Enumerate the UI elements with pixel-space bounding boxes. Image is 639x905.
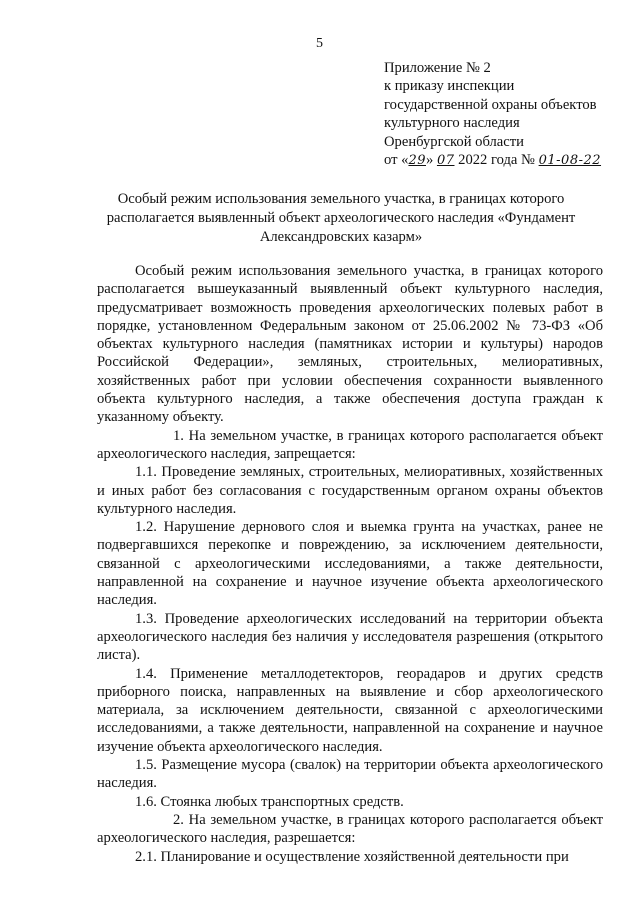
handwritten-month: 07 (436, 153, 455, 169)
item-number: 2. (173, 811, 184, 828)
paragraph-1-2: 1.2. Нарушение дернового слоя и выемка грунта на участках, ранее не подвергавшихся перекопке и повреждению, за исключением деятельности, связанной с археологическими исследованиями, а также деятельности, направленной на сохранение и научное изучение объекта археологического наследия. (97, 519, 603, 609)
item-number: 1. (173, 427, 184, 444)
page-number: 5 (316, 36, 323, 51)
annex-line: Приложение № 2 (384, 60, 491, 76)
paragraph-1-3: 1.3. Проведение археологических исследований на территории объекта археологического наследия без наличия у исследователя разрешения (открытого листа). (97, 610, 603, 664)
document-body (97, 262, 603, 866)
paragraph-2-text: На земельном участке, в границах которого располагается объект археологического наследия, разрешается: (97, 811, 603, 847)
date-sep: » (425, 152, 434, 169)
annex-header (384, 59, 634, 170)
paragraph-1-1: 1.1. Проведение земляных, строительных, мелиоративных, хозяйственных и иных работ без согласования с государственным органом охраны объектов культурного наследия. (97, 464, 603, 517)
paragraph-intro: Особый режим использования земельного участка, в границах которого располагается вышеуказанный выявленный объект культурного наследия, предусматривает возможность проведения археологических полевых работ в порядке, установленном Федеральным законом от 25.06.2002 № 73-ФЗ «Об объектах культурного наследия (памятниках истории и культуры) народов Российской Федерации», земляных, строительных, мелиоративных, хозяйственных работ при условии обеспечения сохранности выявленного объекта культурного наследия, а также обеспечения доступа граждан к указанному объекту. (97, 263, 603, 426)
document-title: Особый режим использования земельного участка, в границах которого располагается выявленный объект археологического наследия «Фундамент Александровских казарм» (106, 191, 576, 245)
date-prefix: от « (384, 152, 409, 169)
paragraph-2 (97, 811, 603, 848)
handwritten-day: 29 (408, 153, 426, 169)
paragraph-2-1: 2.1. Планирование и осуществление хозяйственной деятельности при (135, 848, 569, 865)
handwritten-order-number: 01-08-22 (538, 153, 602, 169)
paragraph-1-4: 1.4. Применение металлодетекторов, георадаров и других средств приборного поиска, направленных на выявление и сбор археологического материала, за исключением деятельности, связанной с археологическими исследованиями, а также деятельности, направленной на сохранение и научное изучение объекта археологического наследия. (97, 665, 603, 755)
paragraph-1 (97, 427, 603, 464)
annex-date-line (384, 151, 634, 170)
annex-line: Оренбургской области (384, 133, 524, 150)
annex-line: к приказу инспекции (384, 78, 515, 95)
paragraph-1-5: 1.5. Размещение мусора (свалок) на территории объекта археологического наследия. (97, 757, 603, 792)
annex-line: государственной охраны объектов (384, 96, 597, 113)
paragraph-1-text: На земельном участке, в границах которого располагается объект археологического наследия, запрещается: (97, 427, 603, 462)
date-year: 2022 года № (458, 152, 535, 169)
paragraph-1-6: 1.6. Стоянка любых транспортных средств. (135, 793, 404, 810)
annex-line: культурного наследия (384, 115, 520, 132)
